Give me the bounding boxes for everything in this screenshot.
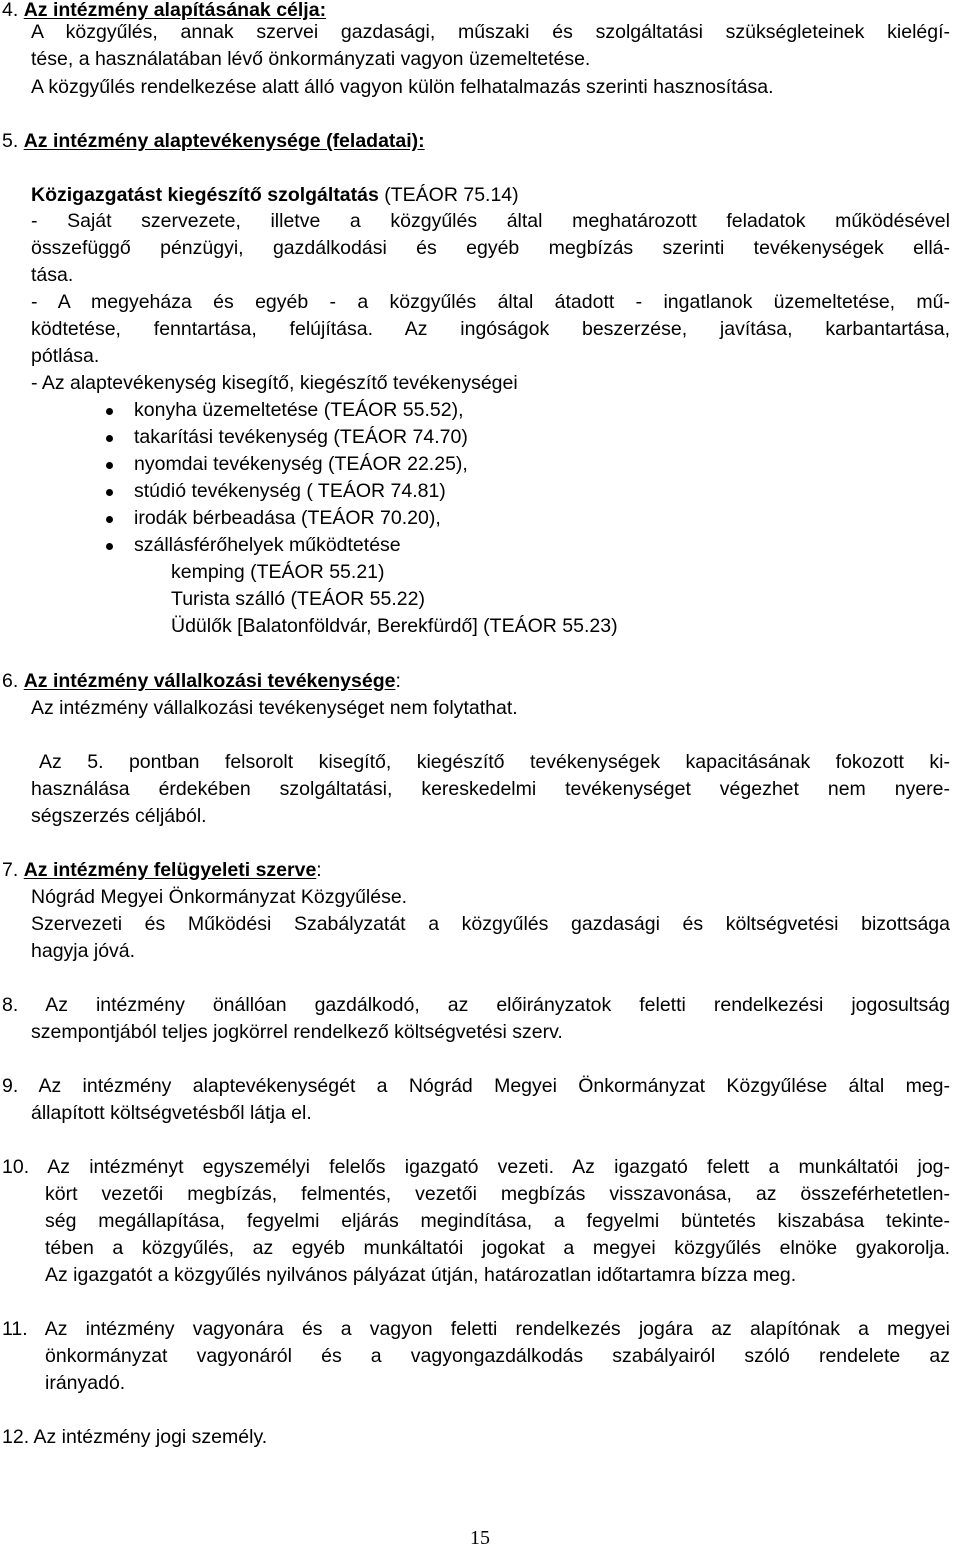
- bullet-item: stúdió tevékenység ( TEÁOR 74.81): [134, 480, 446, 502]
- section-6-para-line: ségszerzés céljából.: [31, 805, 207, 827]
- section-5-line: összefüggő pénzügyi, gazdálkodási és egyéb megbízás szerinti tevékenységek ellá-: [31, 237, 950, 259]
- section-10-line: 10. Az intézményt egyszemélyi felelős igazgató vezeti. Az igazgató felett a munkáltatói jog-: [2, 1156, 950, 1178]
- sub-item: Turista szálló (TEÁOR 55.22): [171, 588, 425, 610]
- section-4-line: A közgyűlés rendelkezése alatt álló vagyon külön felhatalmazás szerinti hasznosítása.: [31, 76, 774, 98]
- section-9-line: állapított költségvetésből látja el.: [31, 1102, 312, 1124]
- section-5-line: - Saját szervezete, illetve a közgyűlés által meghatározott feladatok működésével: [31, 210, 950, 232]
- bullet-item: takarítási tevékenység (TEÁOR 74.70): [134, 426, 468, 448]
- bullet-icon: [106, 489, 113, 496]
- page-number: 15: [470, 1527, 490, 1549]
- bullet-icon: [106, 462, 113, 469]
- section-10-line: tében a közgyűlés, az egyéb munkáltatói jogokat a megyei közgyűlés elnöke gyakorolja.: [45, 1237, 950, 1259]
- section-5-line: ködtetése, fenntartása, felújítása. Az ingóságok beszerzése, javítása, karbantartása,: [31, 318, 950, 340]
- bullet-icon: [106, 516, 113, 523]
- bullet-icon: [106, 408, 113, 415]
- bullet-icon: [106, 543, 113, 550]
- sub-item: kemping (TEÁOR 55.21): [171, 561, 385, 583]
- section-6-para-line: használása érdekében szolgáltatási, kereskedelmi tevékenységet végezhet nem nyere-: [31, 778, 950, 800]
- section-7-heading: Az intézmény felügyeleti szerve: [23, 859, 317, 881]
- section-5-title: 5. Az intézmény alaptevékenysége (feladatai):: [2, 130, 425, 152]
- section-8-line: 8. Az intézmény önállóan gazdálkodó, az előirányzatok feletti rendelkezési jogosultság: [2, 994, 950, 1016]
- section-4-heading: Az intézmény alapításának célja:: [23, 0, 327, 21]
- section-10-line: kört vezetői megbízás, felmentés, vezetői megbízás visszavonása, az összeférhetetlen-: [45, 1183, 950, 1205]
- section-4-title: 4. Az intézmény alapításának célja:: [2, 0, 327, 21]
- bullet-item: irodák bérbeadása (TEÁOR 70.20),: [134, 507, 441, 529]
- bullet-icon: [106, 435, 113, 442]
- section-5-line: pótlása.: [31, 345, 100, 367]
- section-5-heading: Az intézmény alaptevékenysége (feladatai):: [23, 130, 425, 152]
- bullet-item: nyomdai tevékenység (TEÁOR 22.25),: [134, 453, 468, 475]
- section-7-line: hagyja jóvá.: [31, 940, 136, 962]
- section-6-line: Az intézmény vállalkozási tevékenységet nem folytathat.: [31, 697, 518, 719]
- section-5-subheading: Közigazgatást kiegészítő szolgáltatás (TEÁOR 75.14): [31, 184, 519, 206]
- bullet-item: szállásférőhelyek működtetése: [134, 534, 401, 556]
- section-4-line: tése, a használatában lévő önkormányzati vagyon üzemeltetése.: [31, 48, 591, 70]
- section-11-line: önkormányzat vagyonáról és a vagyongazdálkodás szabályairól szóló rendelete az: [45, 1345, 950, 1367]
- section-4-line: A közgyűlés, annak szervei gazdasági, műszaki és szolgáltatási szükségleteinek kielégí-: [31, 21, 950, 43]
- section-11-line: irányadó.: [45, 1372, 126, 1394]
- section-5-line: tása.: [31, 264, 74, 286]
- section-6-para-line: Az 5. pontban felsorolt kisegítő, kiegészítő tevékenységek kapacitásának fokozott ki-: [39, 751, 950, 773]
- section-11-line: 11. Az intézmény vagyonára és a vagyon feletti rendelkezés jogára az alapítónak a megyei: [2, 1318, 950, 1340]
- section-10-line: Az igazgatót a közgyűlés nyilvános pályázat útján, határozatlan időtartamra bízza meg.: [45, 1264, 797, 1286]
- section-6-title: 6. Az intézmény vállalkozási tevékenysége:: [2, 670, 401, 692]
- section-5-line: - A megyeháza és egyéb - a közgyűlés által átadott - ingatlanok üzemeltetése, mű-: [31, 291, 950, 313]
- section-9-line: 9. Az intézmény alaptevékenységét a Nógrád Megyei Önkormányzat Közgyűlése által meg-: [2, 1075, 950, 1097]
- section-7-title: 7. Az intézmény felügyeleti szerve:: [2, 859, 322, 881]
- section-6-heading: Az intézmény vállalkozási tevékenysége: [23, 670, 396, 692]
- section-10-line: ség megállapítása, fegyelmi eljárás megindítása, a fegyelmi büntetés kiszabása tekinte-: [45, 1210, 950, 1232]
- sub-item: Üdülők [Balatonföldvár, Berekfürdő] (TEÁOR 55.23): [171, 615, 618, 637]
- section-7-line: Nógrád Megyei Önkormányzat Közgyűlése.: [31, 886, 408, 908]
- section-5-line: - Az alaptevékenység kisegítő, kiegészítő tevékenységei: [31, 372, 518, 394]
- bullet-item: konyha üzemeltetése (TEÁOR 55.52),: [134, 399, 464, 421]
- section-12-line: 12. Az intézmény jogi személy.: [2, 1426, 268, 1448]
- section-8-line: szempontjából teljes jogkörrel rendelkező költségvetési szerv.: [31, 1021, 563, 1043]
- section-7-line: Szervezeti és Működési Szabályzatát a közgyűlés gazdasági és költségvetési bizottsága: [31, 913, 950, 935]
